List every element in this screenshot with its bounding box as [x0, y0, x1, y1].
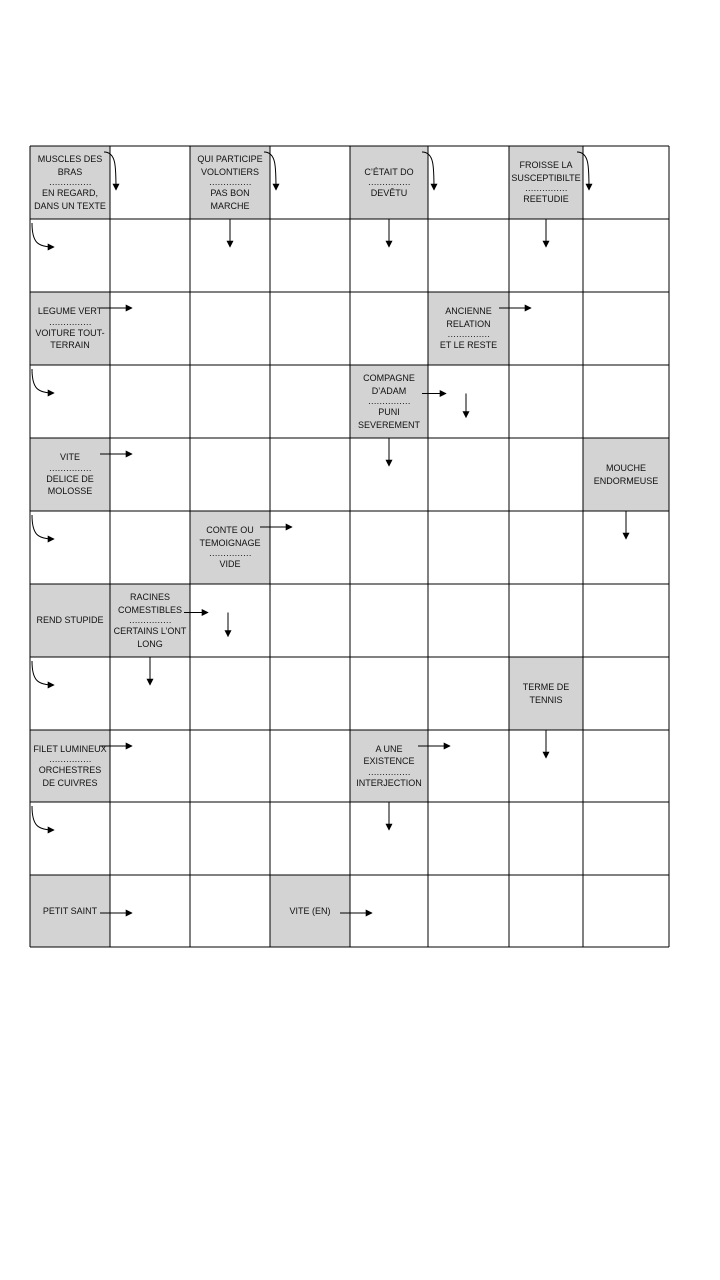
- answer-cell[interactable]: [350, 657, 428, 730]
- clue-text: DELICE DE MOLOSSE: [46, 473, 94, 497]
- clue-text: C’ÉTAIT DO: [364, 166, 414, 177]
- clue-separator: ……………: [208, 177, 252, 187]
- answer-cell[interactable]: [110, 511, 190, 584]
- answer-cell[interactable]: [110, 730, 190, 802]
- clue-text: VITE: [59, 452, 80, 463]
- clue-cell: [30, 146, 110, 219]
- clue-cell: [350, 730, 428, 802]
- clue-text: VOITURE TOUT-TERRAIN: [35, 327, 105, 351]
- answer-cell[interactable]: [30, 657, 110, 730]
- answer-cell[interactable]: [270, 511, 350, 584]
- clue-cell: [583, 438, 669, 511]
- answer-cell[interactable]: [583, 730, 669, 802]
- answer-cell[interactable]: [428, 511, 509, 584]
- answer-cell[interactable]: [509, 365, 583, 438]
- clue-separator: ……………: [48, 177, 92, 187]
- answer-cell[interactable]: [190, 875, 270, 947]
- answer-cell[interactable]: [509, 730, 583, 802]
- answer-cell[interactable]: [350, 584, 428, 657]
- answer-cell[interactable]: [428, 219, 509, 292]
- answer-cell[interactable]: [190, 292, 270, 365]
- answer-cell[interactable]: [428, 584, 509, 657]
- answer-cell[interactable]: [190, 730, 270, 802]
- clue-separator: ……………: [367, 766, 411, 777]
- answer-cell[interactable]: [583, 802, 669, 875]
- clue-separator: ……………: [128, 615, 172, 625]
- clue-cell: [428, 292, 509, 365]
- clue-text: A UNE EXISTENCE: [363, 743, 415, 767]
- clue-text: RACINES COMESTIBLES: [117, 592, 182, 615]
- answer-cell[interactable]: [190, 657, 270, 730]
- clue-cell: [30, 875, 110, 947]
- answer-cell[interactable]: [350, 438, 428, 511]
- clue-text: PETIT SAINT: [42, 905, 98, 916]
- clue-text: REND STUPIDE: [36, 615, 104, 626]
- answer-cell[interactable]: [509, 219, 583, 292]
- clue-text: COMPAGNE D’ADAM: [363, 373, 415, 396]
- answer-cell[interactable]: [110, 219, 190, 292]
- answer-cell[interactable]: [190, 365, 270, 438]
- answer-cell[interactable]: [270, 365, 350, 438]
- clue-text: CERTAINS L’ONT LONG: [113, 626, 187, 649]
- answer-cell[interactable]: [509, 511, 583, 584]
- answer-cell[interactable]: [583, 292, 669, 365]
- answer-cell[interactable]: [350, 511, 428, 584]
- answer-cell[interactable]: [270, 657, 350, 730]
- clue-separator: ……………: [367, 177, 411, 187]
- answer-cell[interactable]: [509, 802, 583, 875]
- clue-cell: [509, 657, 583, 730]
- clue-cell: [110, 584, 190, 657]
- clue-separator: ……………: [447, 329, 490, 340]
- answer-cell[interactable]: [30, 802, 110, 875]
- answer-cell[interactable]: [428, 802, 509, 875]
- answer-cell[interactable]: [509, 292, 583, 365]
- answer-cell[interactable]: [270, 438, 350, 511]
- clue-text: MOUCHE ENDORMEUSE: [593, 463, 659, 486]
- answer-cell[interactable]: [110, 438, 190, 511]
- answer-cell[interactable]: [583, 657, 669, 730]
- answer-cell[interactable]: [190, 219, 270, 292]
- clue-cell: [270, 875, 350, 947]
- clue-cell: [30, 438, 110, 511]
- answer-cell[interactable]: [270, 802, 350, 875]
- clue-text: REETUDIE: [523, 194, 569, 205]
- clue-text: PAS BON MARCHE: [210, 188, 250, 211]
- answer-cell[interactable]: [30, 511, 110, 584]
- answer-cell[interactable]: [270, 292, 350, 365]
- clue-text: FROISSE LA SUSCEPTIBILTE: [511, 160, 581, 183]
- clue-cell: [350, 146, 428, 219]
- answer-cell[interactable]: [270, 146, 350, 219]
- answer-cell[interactable]: [428, 657, 509, 730]
- clue-text: TERME DE TENNIS: [522, 682, 570, 705]
- answer-cell[interactable]: [583, 365, 669, 438]
- answer-cell[interactable]: [583, 219, 669, 292]
- clue-text: ANCIENNE RELATION: [445, 306, 492, 329]
- clue-cell: [190, 511, 270, 584]
- answer-cell[interactable]: [110, 875, 190, 947]
- answer-cell[interactable]: [509, 875, 583, 947]
- answer-cell[interactable]: [190, 584, 270, 657]
- answer-cell[interactable]: [190, 438, 270, 511]
- clue-text: INTERJECTION: [356, 777, 422, 788]
- clue-cell: [509, 146, 583, 219]
- answer-cell[interactable]: [110, 802, 190, 875]
- answer-cell[interactable]: [350, 292, 428, 365]
- clue-text: EN REGARD, DANS UN TEXTE: [34, 188, 106, 211]
- clue-separator: ……………: [48, 754, 92, 765]
- clue-text: LEGUME VERT: [37, 306, 103, 317]
- answer-cell[interactable]: [270, 219, 350, 292]
- answer-cell[interactable]: [428, 875, 509, 947]
- answer-cell[interactable]: [583, 146, 669, 219]
- clue-text: DEVÊTU: [370, 188, 408, 198]
- answer-cell[interactable]: [350, 219, 428, 292]
- clue-cell: [190, 146, 270, 219]
- clue-text: CONTE OU TEMOIGNAGE: [199, 525, 261, 548]
- answer-cell[interactable]: [350, 875, 428, 947]
- clue-text: QUI PARTICIPE VOLONTIERS: [197, 154, 263, 177]
- answer-cell[interactable]: [428, 365, 509, 438]
- clue-cell: [350, 365, 428, 438]
- answer-cell[interactable]: [583, 511, 669, 584]
- answer-cell[interactable]: [350, 802, 428, 875]
- answer-cell[interactable]: [190, 802, 270, 875]
- clue-separator: ……………: [48, 462, 92, 473]
- clue-cell: [30, 730, 110, 802]
- answer-cell[interactable]: [509, 438, 583, 511]
- answer-cell[interactable]: [583, 875, 669, 947]
- answer-cell[interactable]: [428, 730, 509, 802]
- answer-cell[interactable]: [428, 146, 509, 219]
- answer-cell[interactable]: [110, 292, 190, 365]
- clue-separator: ……………: [208, 548, 252, 559]
- clue-text: ET LE RESTE: [439, 340, 498, 351]
- answer-cell[interactable]: [30, 219, 110, 292]
- clue-text: ORCHESTRES DE CUIVRES: [38, 765, 102, 788]
- clue-text: MUSCLES DES BRAS: [37, 154, 103, 177]
- clue-text: VITE (EN): [289, 905, 331, 916]
- clue-cell: [30, 292, 110, 365]
- clue-text: PUNI SEVEREMENT: [357, 407, 420, 430]
- answer-cell[interactable]: [428, 438, 509, 511]
- answer-cell[interactable]: [270, 730, 350, 802]
- answer-cell[interactable]: [583, 584, 669, 657]
- clue-text: FILET LUMINEUX: [33, 743, 107, 754]
- answer-cell[interactable]: [110, 657, 190, 730]
- answer-cell[interactable]: [30, 365, 110, 438]
- answer-cell[interactable]: [110, 146, 190, 219]
- clue-separator: ……………: [524, 183, 568, 194]
- clue-text: VIDE: [219, 559, 241, 570]
- answer-cell[interactable]: [110, 365, 190, 438]
- clue-cell: [30, 584, 110, 657]
- answer-cell[interactable]: [270, 584, 350, 657]
- answer-cell[interactable]: [509, 584, 583, 657]
- clue-separator: ……………: [367, 396, 411, 406]
- clue-separator: ……………: [48, 316, 92, 327]
